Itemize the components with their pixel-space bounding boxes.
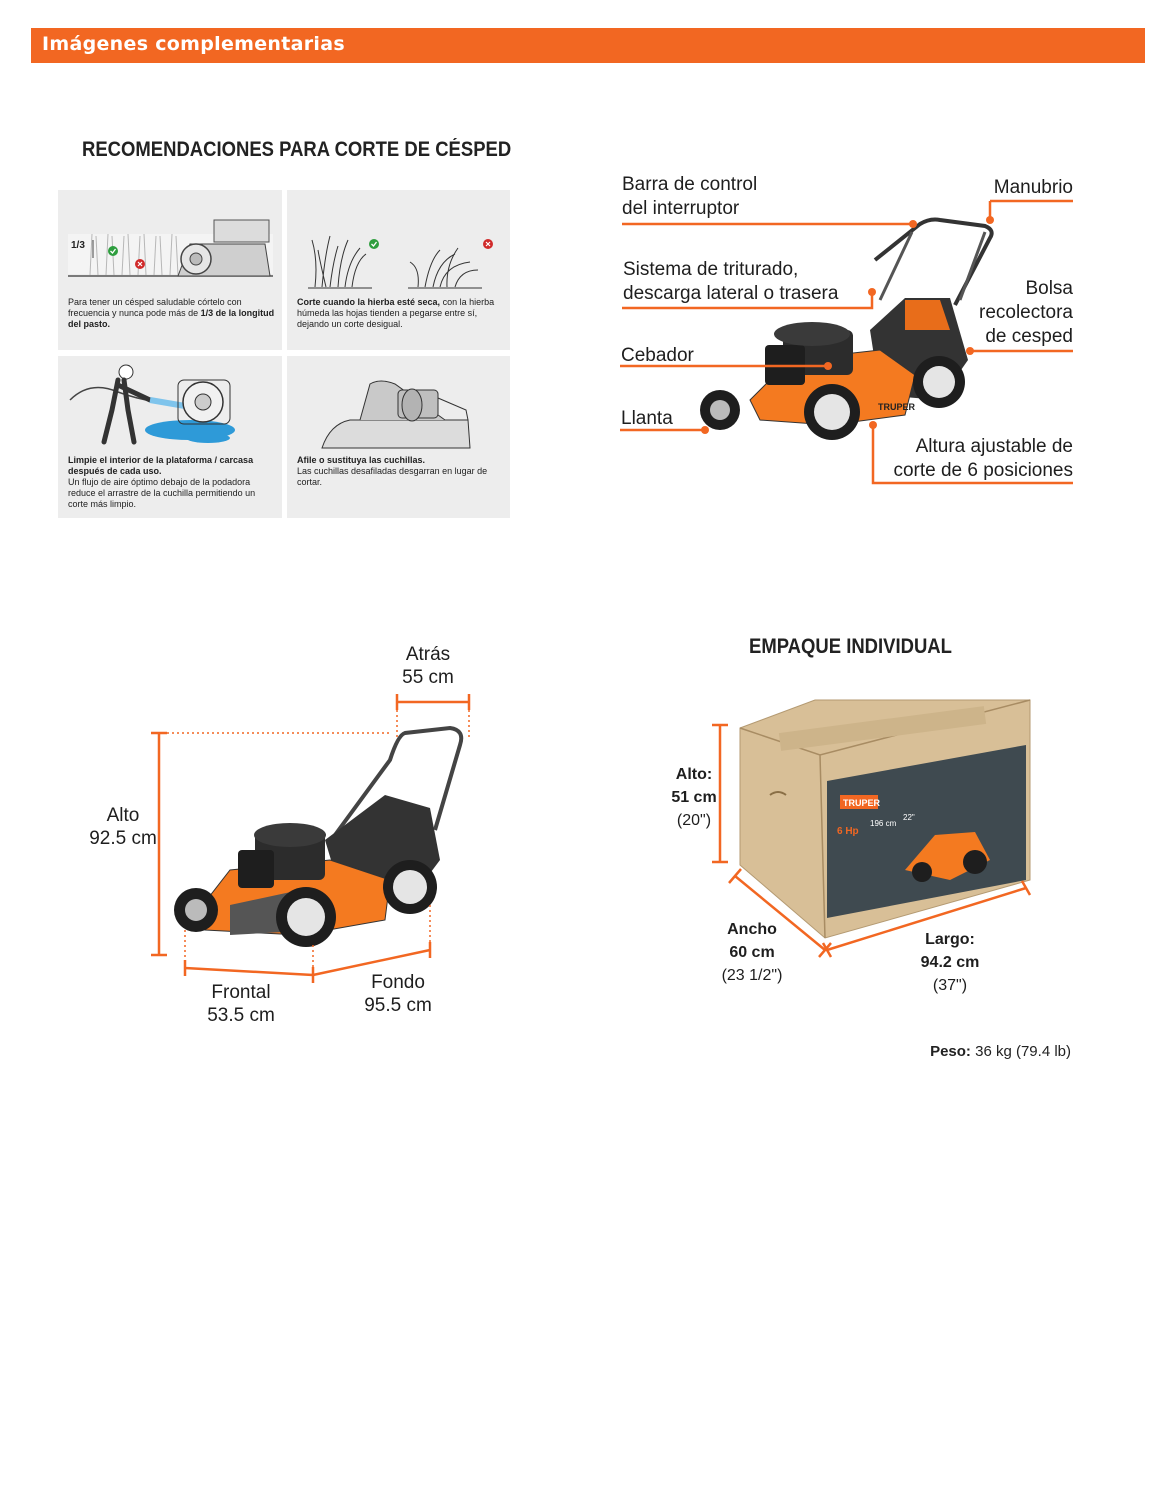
box-ancho: Ancho 60 cm (23 1/2") [721, 921, 783, 984]
rec-text-sharpen: Afile o sustituya las cuchillas. Las cuchillas desafiladas desgarran en lugar de cortar. [297, 455, 488, 487]
dim-frontal: Frontal 53.5 cm [207, 982, 275, 1026]
callout-bolsa: Bolsa recolectora de cesped [979, 278, 1073, 347]
banner-title: Imágenes complementarias [42, 33, 345, 55]
cleaning-illustration [70, 365, 235, 443]
recommendations-title: RECOMENDACIONES PARA CORTE DE CÉSPED [82, 138, 512, 161]
box-cc: 196 cm [870, 819, 897, 828]
fraction-label: 1/3 [71, 240, 85, 251]
box-alto: Alto: 51 cm (20") [671, 766, 717, 829]
grass-height-illustration [68, 220, 273, 276]
box-hp: 6 Hp [837, 826, 859, 837]
box-largo: Largo: 94.2 cm (37") [920, 931, 980, 994]
box-illustration [740, 700, 1030, 938]
check-icon [369, 239, 379, 249]
box-brand: TRUPER [843, 798, 881, 808]
callout-barra: Barra de control del interruptor [622, 174, 758, 219]
callout-cebador: Cebador [621, 345, 694, 366]
package-weight: Peso: 36 kg (79.4 lb) [930, 1043, 1071, 1060]
callout-sistema: Sistema de triturado, descarga lateral o trasera [623, 259, 839, 304]
grass-dry-wet-illustration [308, 236, 482, 288]
mower-dimensions-illustration [174, 728, 461, 947]
callout-llanta: Llanta [621, 408, 673, 429]
package-title: EMPAQUE INDIVIDUAL [749, 635, 952, 658]
svg-text:TRUPER: TRUPER [878, 402, 916, 412]
dim-alto: Alto 92.5 cm [89, 805, 157, 849]
cross-icon [483, 239, 493, 249]
blade-illustration [322, 381, 470, 448]
dim-fondo: Fondo 95.5 cm [364, 972, 432, 1016]
callout-manubrio: Manubrio [993, 177, 1073, 198]
rec-text-height: Para tener un césped saludable córtelo con frecuencia y nunca pode más de 1/3 de la longitud del pasto. [68, 297, 275, 329]
rec-text-dry: Corte cuando la hierba esté seca, con la hierba húmeda las hojas tienden a pegarse entre sí, dejando un corte desigual. [297, 297, 495, 329]
box-size: 22" [903, 813, 915, 822]
rec-text-clean: Limpie el interior de la plataforma / carcasa después de cada uso. Un flujo de aire óptimo debajo de la podadora reduce el arrastre de la cuchilla permitiendo un corte más limpio. [68, 455, 256, 509]
mower-illustration [700, 220, 992, 441]
callout-altura: Altura ajustable de corte de 6 posiciones [893, 436, 1073, 481]
dim-atras: Atrás 55 cm [402, 644, 454, 688]
